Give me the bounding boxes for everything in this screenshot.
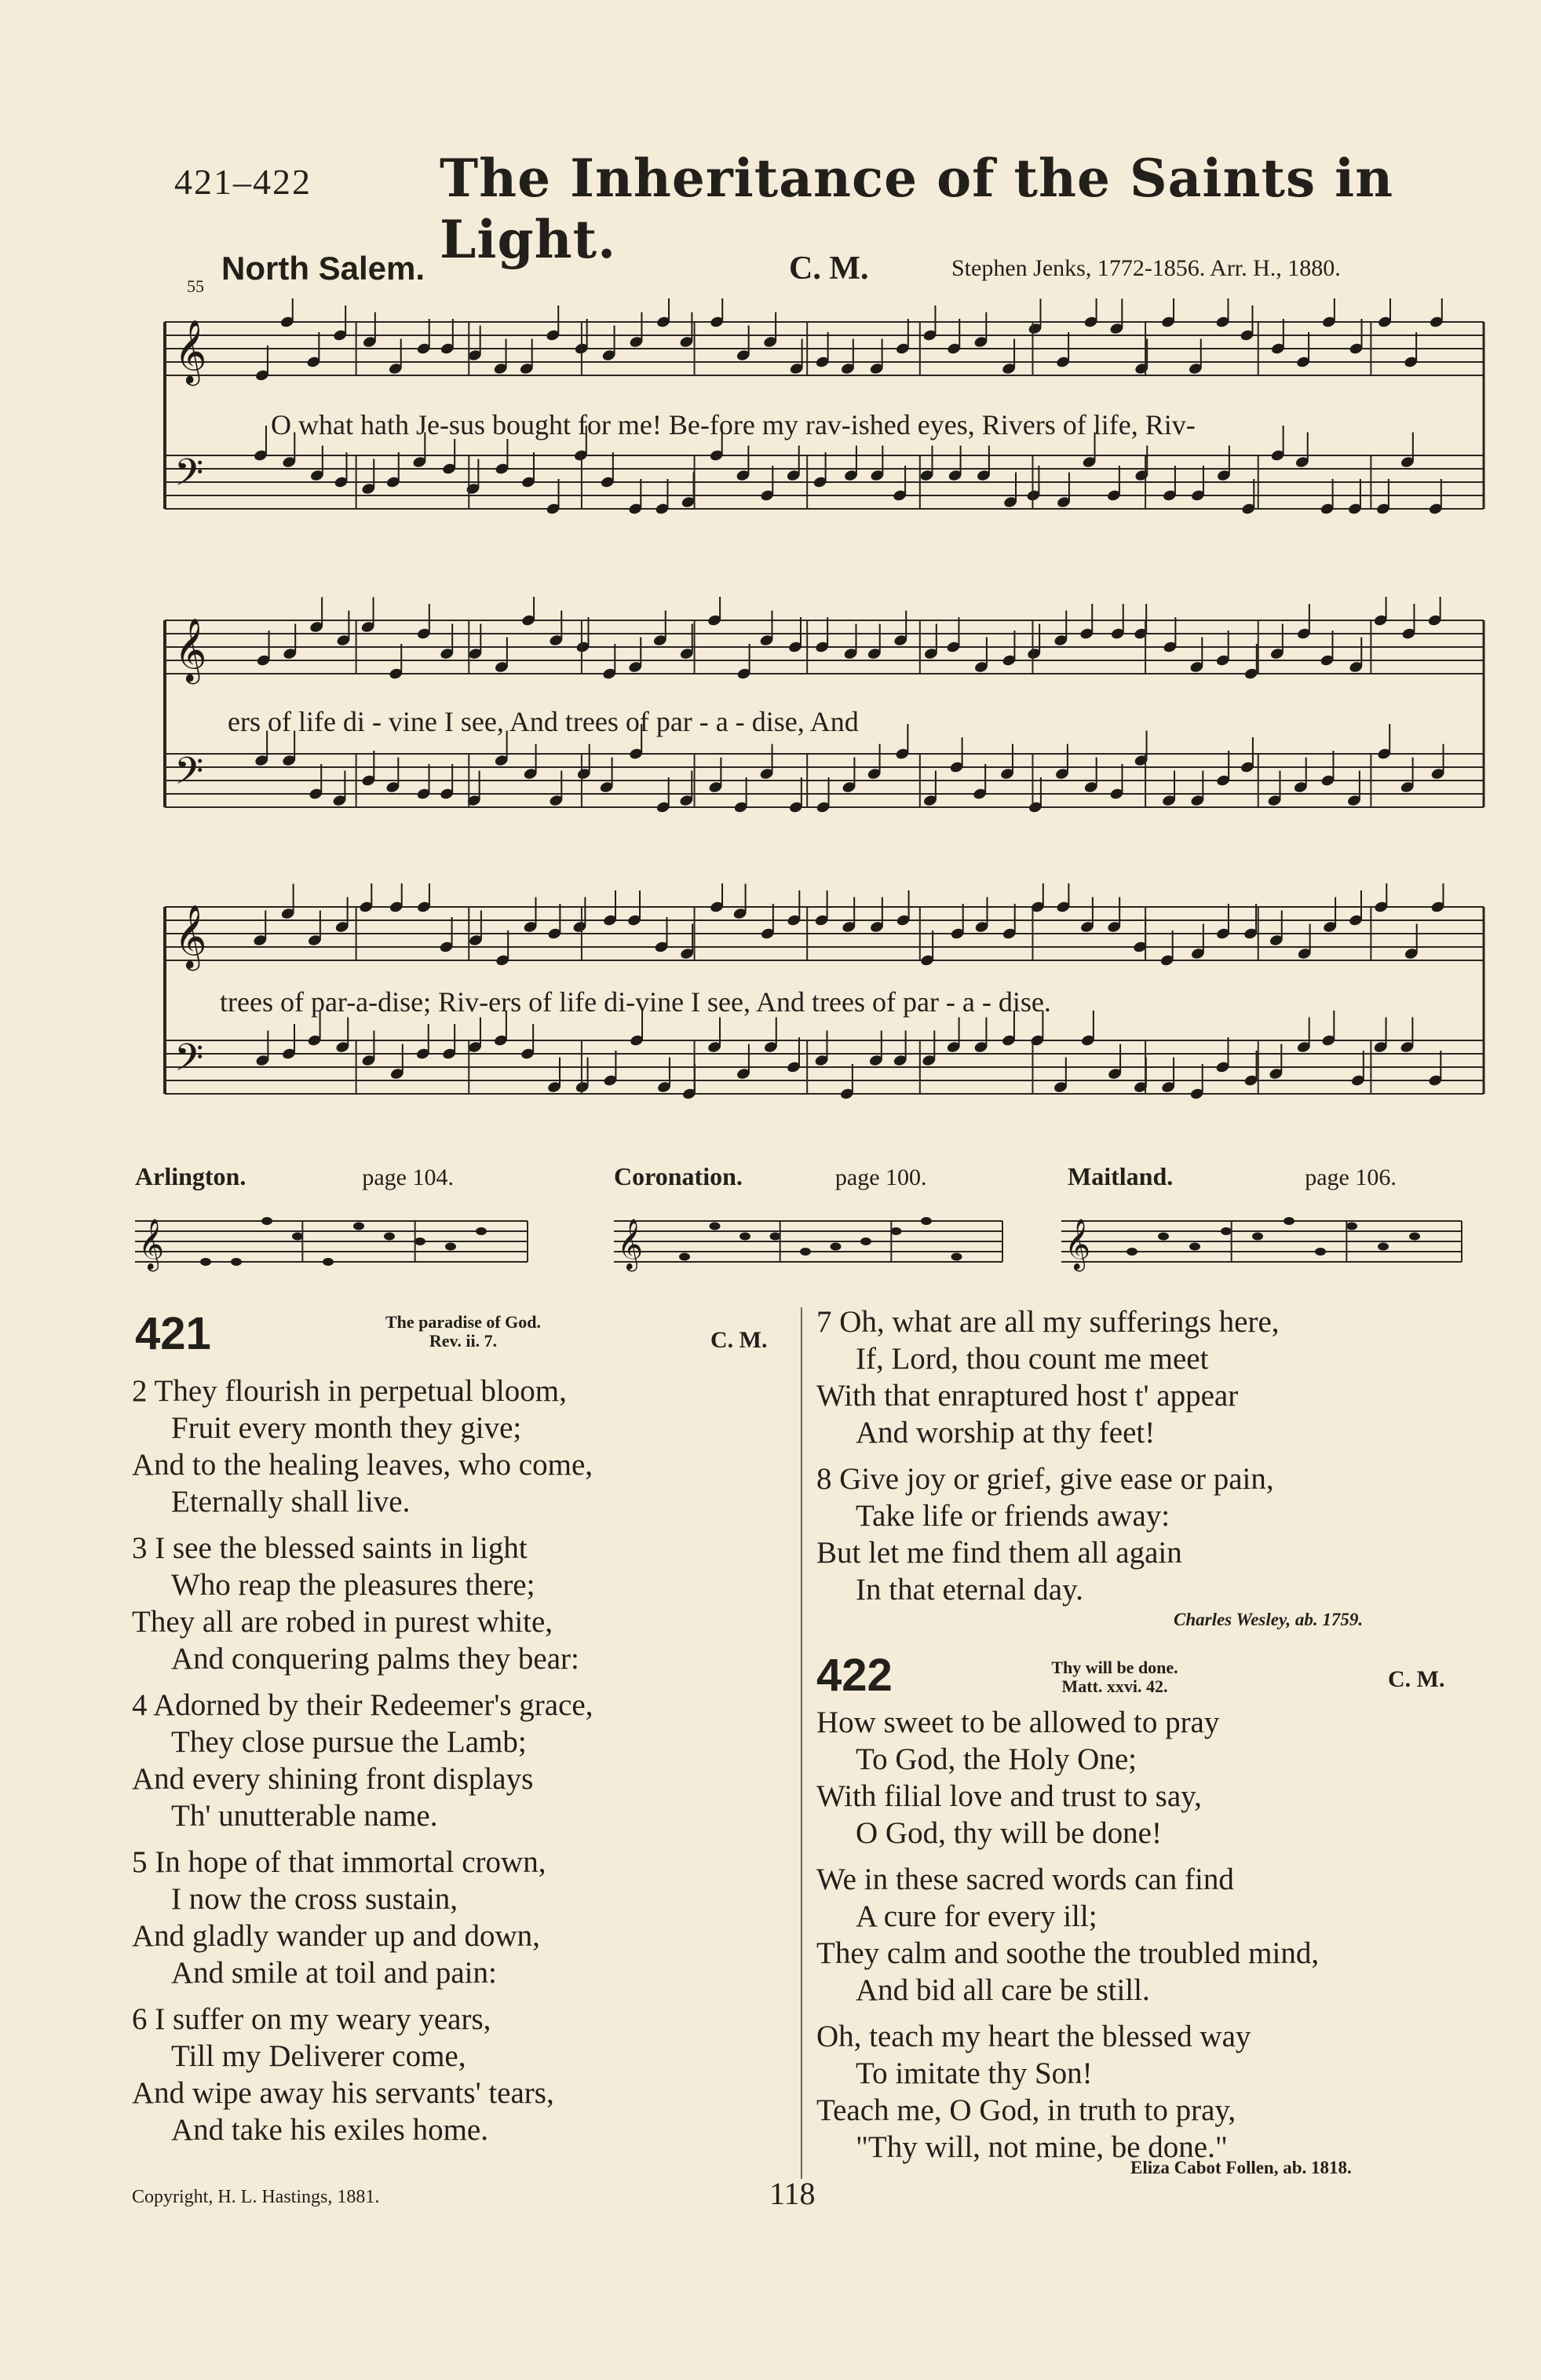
note-head xyxy=(770,1233,781,1241)
ref-name: Coronation. xyxy=(614,1162,743,1190)
stanza xyxy=(132,1844,593,1991)
verse-line: And worship at thy feet! xyxy=(856,1416,1156,1450)
verse-line: But let me find them all again xyxy=(816,1536,1182,1570)
verse-line: And gladly wander up and down, xyxy=(132,1919,540,1953)
hymn-422-scripture: Matt. xxvi. 42. xyxy=(1061,1676,1168,1697)
note-head xyxy=(1409,1233,1420,1241)
verse-line: With that enraptured host t' appear xyxy=(816,1379,1239,1413)
lyric-line-1: O what hath Je-sus bought for me! Be-fore my rav-ished eyes, Rivers of life, Riv- xyxy=(271,409,1196,441)
verse-line: 6 I suffer on my weary years, xyxy=(132,2002,491,2036)
note-head xyxy=(414,1238,425,1245)
hymn-421-left-column xyxy=(132,1373,593,2158)
tune-name: North Salem. xyxy=(221,250,425,287)
hymn-421-topic: The paradise of God. xyxy=(385,1312,542,1332)
bass-clef-icon: 𝄢 xyxy=(174,452,204,503)
verse-line: How sweet to be allowed to pray xyxy=(816,1705,1220,1739)
note-head xyxy=(1315,1248,1326,1256)
hymn-421-subtitle xyxy=(345,1313,581,1351)
hymn-422-author: Eliza Cabot Follen, ab. 1818. xyxy=(1130,2158,1352,2177)
stanza xyxy=(816,1303,1280,1451)
ref-maitland xyxy=(1068,1162,1397,1191)
lyric-line-3: trees of par-a-dise; Riv-ers of life di-vine I see, And trees of par - a - dise. xyxy=(220,986,1051,1018)
verse-line: I now the cross sustain, xyxy=(171,1882,458,1916)
ref-arlington xyxy=(135,1162,454,1191)
verse-line: 8 Give joy or grief, give ease or pain, xyxy=(816,1462,1274,1496)
treble-clef-icon: 𝄞 xyxy=(174,620,207,682)
note-head xyxy=(353,1223,364,1230)
stanza xyxy=(816,2018,1319,2166)
note-head xyxy=(323,1258,334,1266)
verse-line: And to the healing leaves, who come, xyxy=(132,1448,593,1482)
ref-name: Maitland. xyxy=(1068,1162,1174,1190)
note-head xyxy=(831,1243,842,1251)
treble-clef-icon: 𝄞 xyxy=(617,1220,644,1270)
verse-line: They calm and soothe the troubled mind, xyxy=(816,1936,1320,1970)
stanza xyxy=(132,1687,593,1834)
note-head xyxy=(951,1253,962,1261)
note-head xyxy=(800,1248,811,1256)
verse-line: 4 Adorned by their Redeemer's grace, xyxy=(132,1688,593,1722)
note-head xyxy=(476,1227,487,1235)
page-number: 118 xyxy=(769,2176,816,2211)
ref-name: Arlington. xyxy=(135,1162,246,1190)
verse-line: 5 In hope of that immortal crown, xyxy=(132,1845,546,1879)
note-head xyxy=(200,1258,211,1266)
hymn-421-meter: C. M. xyxy=(710,1327,768,1353)
note-head xyxy=(445,1243,456,1251)
verse-line: O God, thy will be done! xyxy=(856,1816,1162,1850)
hymn-422-topic: Thy will be done. xyxy=(1051,1658,1178,1677)
note-head xyxy=(261,1217,272,1225)
note-head xyxy=(1127,1248,1137,1256)
ref-page: page 104. xyxy=(362,1164,454,1190)
note-head xyxy=(1346,1223,1357,1230)
verse-line: 3 I see the blessed saints in light xyxy=(132,1531,528,1565)
stanza xyxy=(132,2001,593,2148)
incipit-staves xyxy=(135,1197,1470,1292)
verse-line: Who reap the pleasures there; xyxy=(171,1568,535,1602)
bass-clef-icon: 𝄢 xyxy=(174,750,204,802)
verse-line: A cure for every ill; xyxy=(856,1899,1097,1933)
note-head xyxy=(1252,1233,1263,1241)
hymn-422-subtitle xyxy=(1013,1658,1217,1696)
hymn-422-number: 422 xyxy=(816,1650,893,1701)
note-head xyxy=(292,1233,303,1241)
ref-coronation xyxy=(614,1162,927,1191)
note-head xyxy=(921,1217,932,1225)
verse-line: And conquering palms they bear: xyxy=(171,1642,579,1676)
stanza xyxy=(816,1704,1319,1852)
stanza xyxy=(132,1373,593,1520)
tune-meter: C. M. xyxy=(789,250,869,287)
verse-line: They close pursue the Lamb; xyxy=(171,1725,527,1759)
hymn-range: 421–422 xyxy=(174,162,312,202)
verse-line: 2 They flourish in perpetual bloom, xyxy=(132,1374,567,1408)
treble-clef-icon: 𝄞 xyxy=(1064,1220,1091,1270)
verse-line: Eternally shall live. xyxy=(171,1485,411,1519)
verse-line: Take life or friends away: xyxy=(856,1499,1170,1533)
stanza xyxy=(132,1530,593,1677)
treble-clef-icon: 𝄞 xyxy=(174,322,207,383)
verse-line: With filial love and trust to say, xyxy=(816,1779,1202,1813)
verse-line: Till my Deliverer come, xyxy=(171,2039,466,2073)
hymn-422-column xyxy=(816,1704,1319,2175)
verse-line: "Thy will, not mine, be done." xyxy=(856,2130,1228,2164)
verse-line: To imitate thy Son! xyxy=(856,2056,1093,2090)
note-head xyxy=(891,1227,902,1235)
treble-clef-icon: 𝄞 xyxy=(138,1220,165,1270)
note-head xyxy=(679,1253,690,1261)
ref-page: page 106. xyxy=(1305,1164,1397,1190)
note-head xyxy=(1158,1233,1169,1241)
verse-line: In that eternal day. xyxy=(856,1573,1083,1607)
tune-composer: Stephen Jenks, 1772-1856. Arr. H., 1880. xyxy=(951,255,1341,281)
note-head xyxy=(1284,1217,1295,1225)
note-head xyxy=(1221,1227,1232,1235)
verse-line: Fruit every month they give; xyxy=(171,1411,522,1445)
verse-line: If, Lord, thou count me meet xyxy=(856,1342,1209,1376)
note-head xyxy=(1378,1243,1389,1251)
ref-page: page 100. xyxy=(834,1164,927,1190)
note-head xyxy=(860,1238,871,1245)
hymn-421-author: Charles Wesley, ab. 1759. xyxy=(1174,1610,1364,1629)
stanza xyxy=(816,1861,1319,2009)
lyric-line-2: ers of life di - vine I see, And trees of par - a - dise, And xyxy=(228,706,859,737)
stanza xyxy=(816,1461,1280,1608)
verse-line: They all are robed in purest white, xyxy=(132,1605,553,1639)
note-head xyxy=(384,1233,395,1241)
verse-line: Th' unutterable name. xyxy=(171,1799,438,1833)
bass-clef-icon: 𝄢 xyxy=(174,1036,204,1088)
hymn-421-number: 421 xyxy=(135,1308,211,1359)
note-head xyxy=(231,1258,242,1266)
verse-line: Oh, teach my heart the blessed way xyxy=(816,2020,1251,2053)
verse-line: To God, the Holy One; xyxy=(856,1742,1137,1776)
tune-number: 55 xyxy=(187,276,204,296)
verse-line: And every shining front displays xyxy=(132,1762,534,1796)
verse-line: And bid all care be still. xyxy=(856,1973,1150,2007)
verse-line: We in these sacred words can find xyxy=(816,1863,1234,1896)
hymn-422-meter: C. M. xyxy=(1388,1666,1445,1692)
verse-line: 7 Oh, what are all my sufferings here, xyxy=(816,1305,1280,1339)
verse-line: And take his exiles home. xyxy=(171,2113,488,2147)
page-title: The Inheritance of the Saints in Light. xyxy=(440,148,1394,270)
treble-clef-icon: 𝄞 xyxy=(174,907,207,968)
column-divider xyxy=(801,1307,802,2179)
note-head xyxy=(739,1233,750,1241)
copyright-notice: Copyright, H. L. Hastings, 1881. xyxy=(132,2187,380,2207)
note-head xyxy=(1189,1243,1200,1251)
verse-line: And smile at toil and pain: xyxy=(171,1956,497,1990)
note-head xyxy=(710,1223,721,1230)
verse-line: Teach me, O God, in truth to pray, xyxy=(816,2093,1236,2127)
hymn-421-right-column xyxy=(816,1303,1280,1618)
hymn-421-scripture: Rev. ii. 7. xyxy=(429,1331,498,1351)
verse-line: And wipe away his servants' tears, xyxy=(132,2076,554,2110)
